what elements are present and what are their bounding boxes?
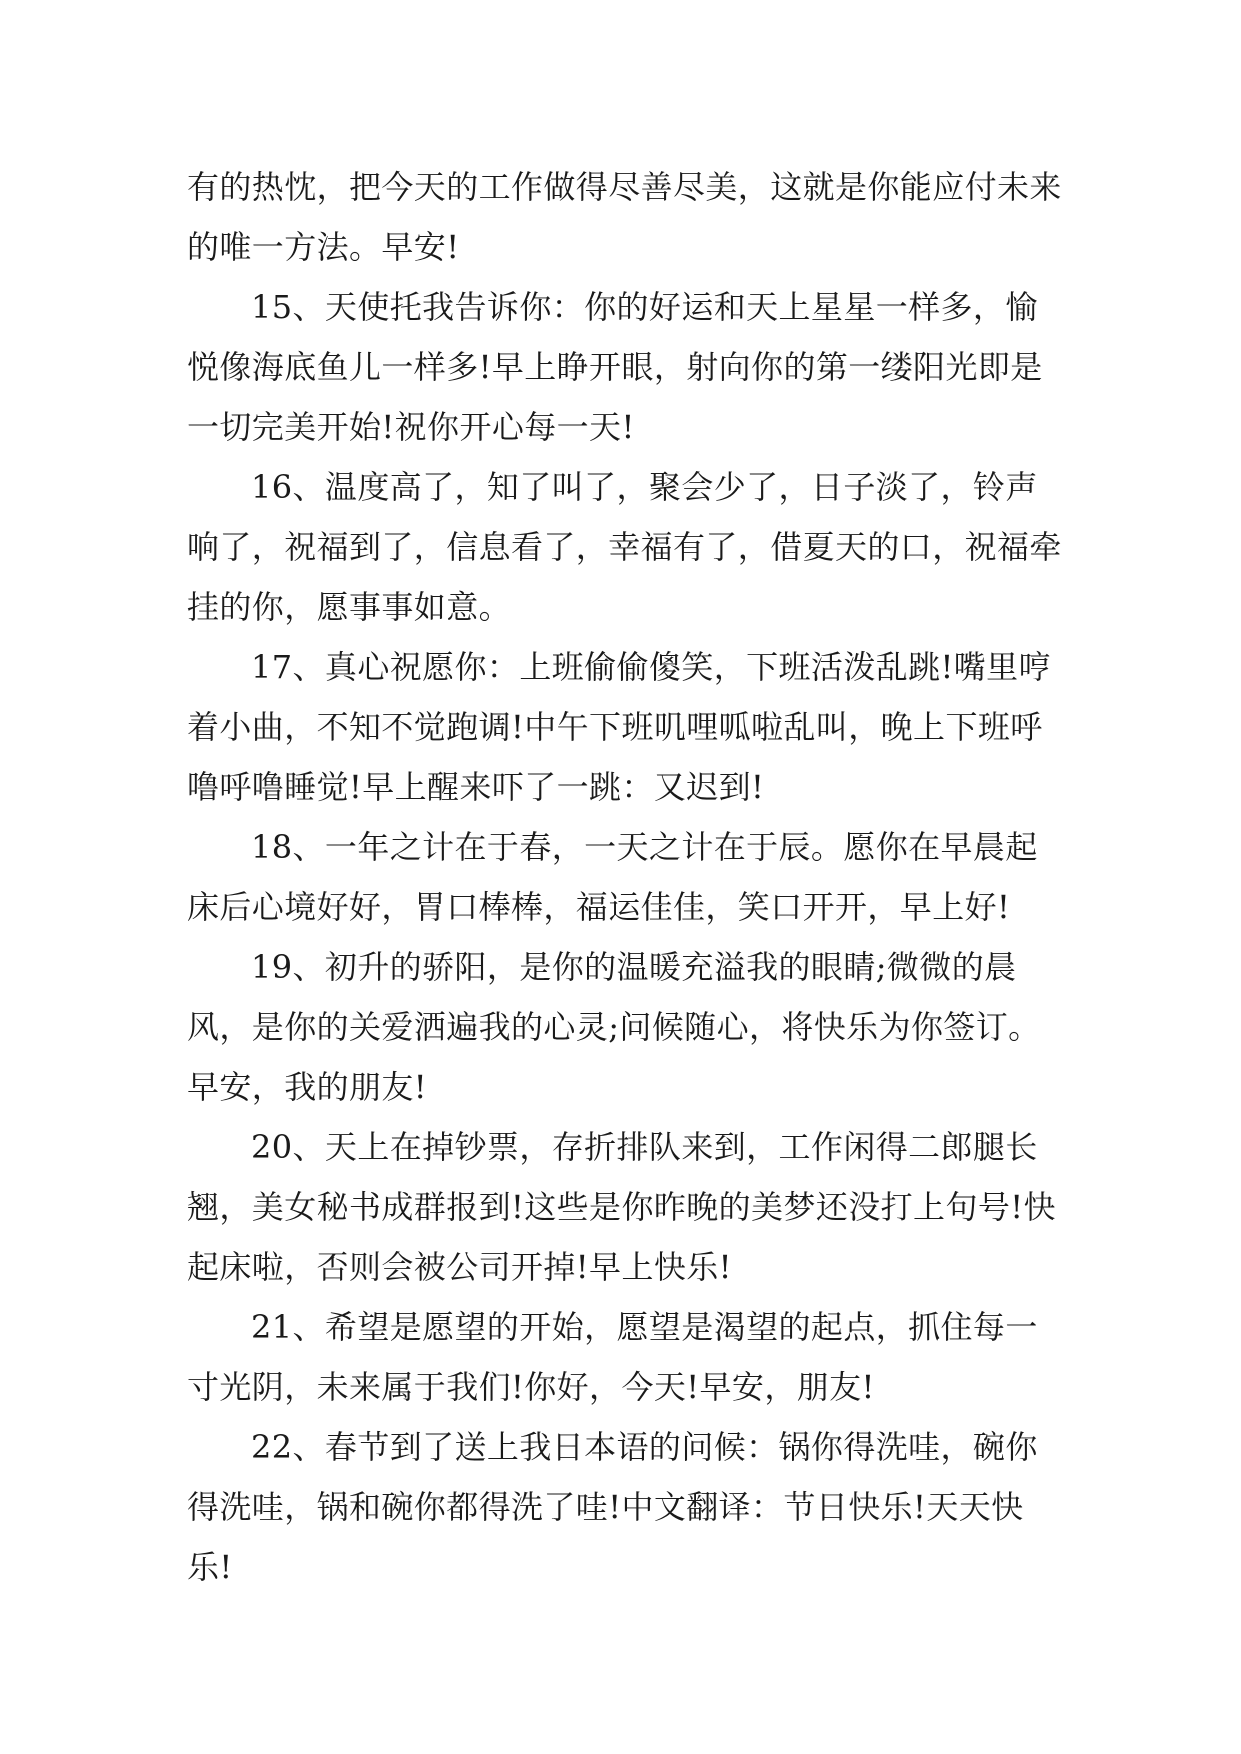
paragraph-15: 15、天使托我告诉你：你的好运和天上星星一样多，愉悦像海底鱼儿一样多!早上睁开眼，射向你的第一缕阳光即是一切完美开始!祝你开心每一天! <box>187 288 1043 446</box>
paragraph-16: 16、温度高了，知了叫了，聚会少了，日子淡了，铃声响了，祝福到了，信息看了，幸福有了，借夏天的口，祝福牵挂的你，愿事事如意。 <box>187 468 1062 626</box>
paragraph-19: 19、初升的骄阳，是你的温暖充溢我的眼睛;微微的晨风，是你的关爱洒遍我的心灵;问候随心，将快乐为你签订。早安，我的朋友! <box>187 948 1041 1106</box>
paragraph-22: 22、春节到了送上我日本语的问候：锅你得洗哇，碗你得洗哇，锅和碗你都得洗了哇!中文翻译：节日快乐!天天快乐! <box>187 1428 1038 1586</box>
paragraph-continued: 有的热忱，把今天的工作做得尽善尽美，这就是你能应付未来的唯一方法。早安! <box>187 168 1062 266</box>
document-body <box>187 157 1067 1597</box>
paragraph-18: 18、一年之计在于春，一天之计在于辰。愿你在早晨起床后心境好好，胃口棒棒，福运佳佳，笑口开开，早上好! <box>187 828 1038 926</box>
paragraph-21: 21、希望是愿望的开始，愿望是渴望的起点，抓住每一寸光阴，未来属于我们!你好，今天!早安，朋友! <box>187 1308 1038 1406</box>
paragraph-17: 17、真心祝愿你：上班偷偷傻笑，下班活泼乱跳!嘴里哼着小曲，不知不觉跑调!中午下班叽哩呱啦乱叫，晚上下班呼噜呼噜睡觉!早上醒来吓了一跳：又迟到! <box>187 648 1051 806</box>
paragraph-20: 20、天上在掉钞票，存折排队来到，工作闲得二郎腿长翘，美女秘书成群报到!这些是你昨晚的美梦还没打上句号!快起床啦，否则会被公司开掉!早上快乐! <box>187 1128 1056 1286</box>
